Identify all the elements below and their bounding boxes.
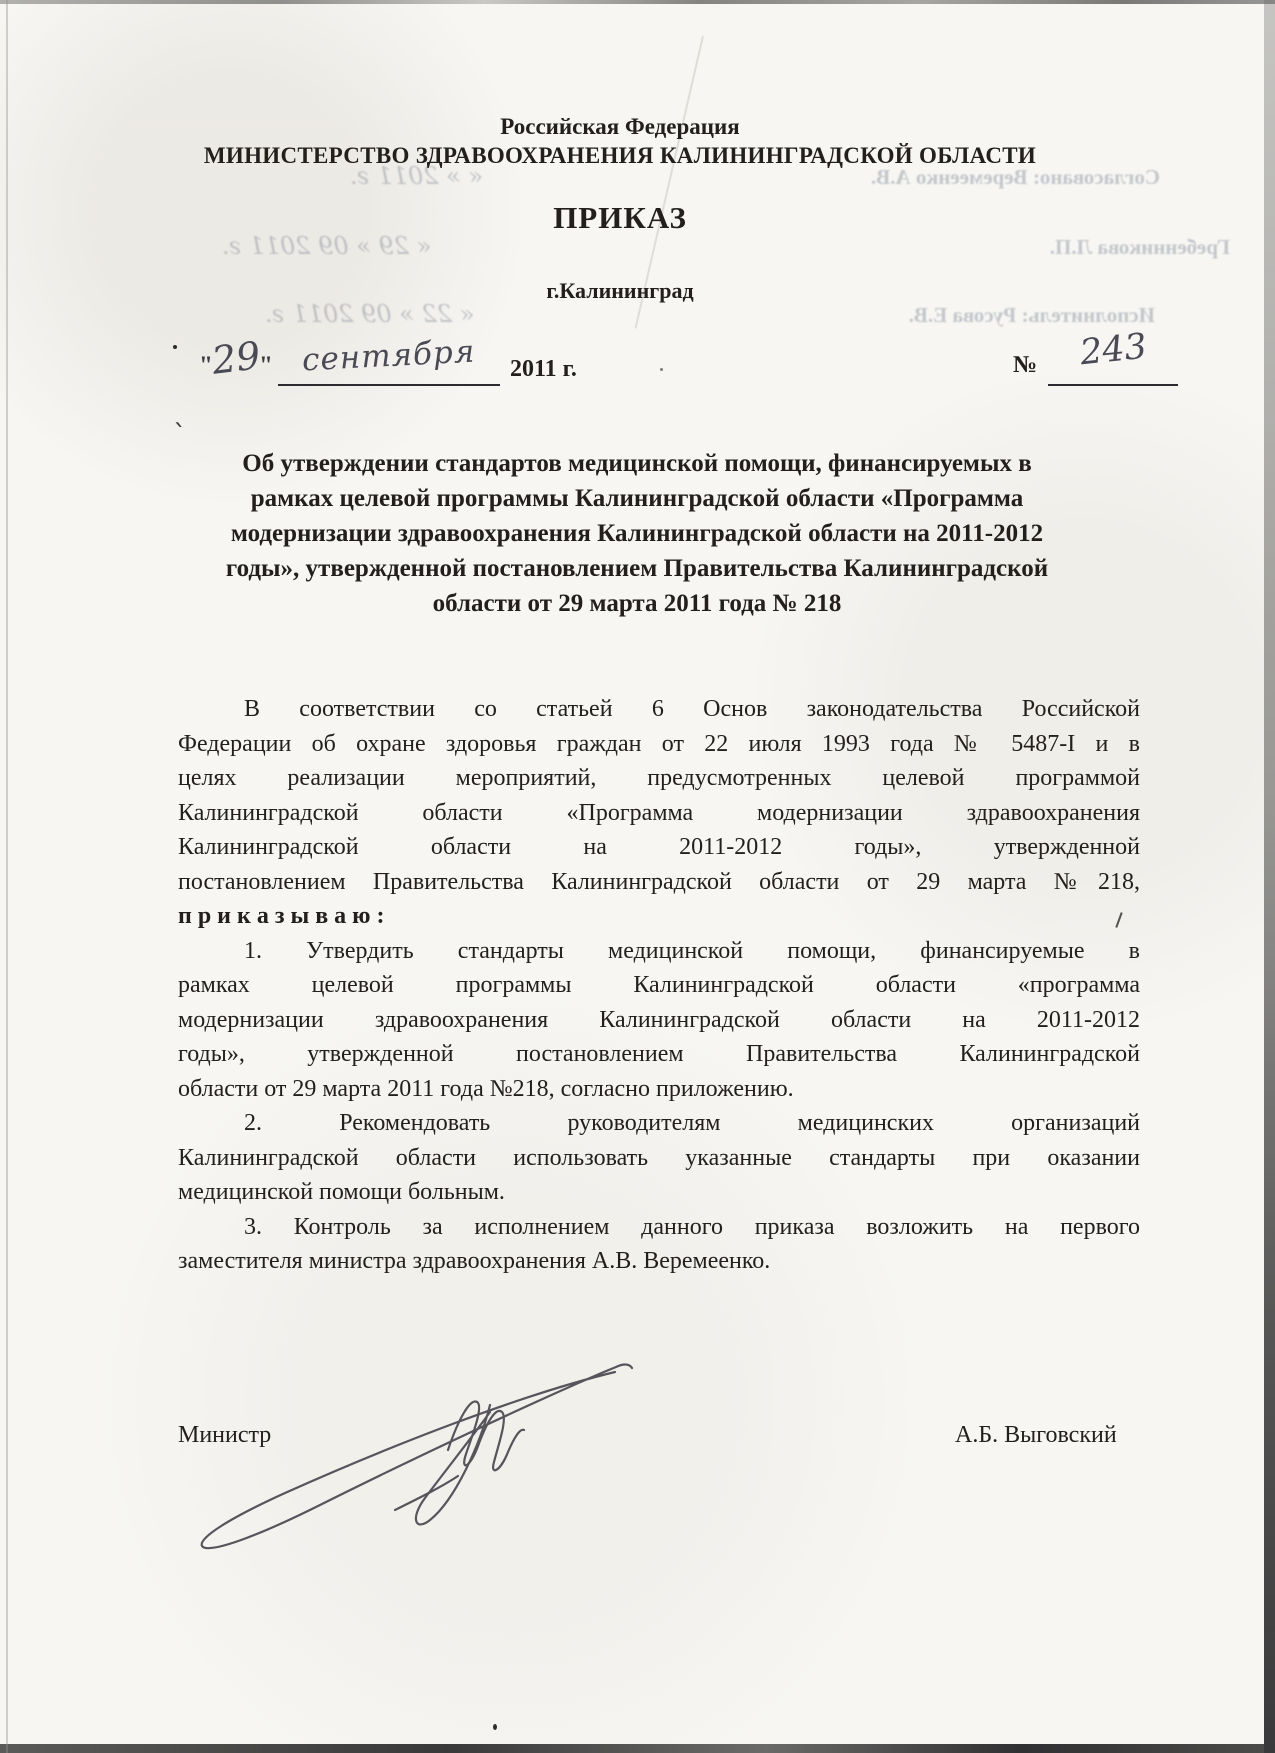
- body-line: 3. Контроль за исполнением данного приказа возложить на первого: [244, 1213, 1140, 1240]
- body-line: В соответствии со статьей 6 Основ законодательства Российской: [244, 696, 1140, 722]
- title-line: рамках целевой программы Калининградской области «Программа: [250, 485, 1024, 512]
- bleed-through-line-second: [222, 232, 1230, 260]
- body-line: заместителя министра здравоохранения А.В. Веремеенко.: [178, 1248, 771, 1274]
- order-number-underline: [1048, 326, 1178, 386]
- header-city: г.Калининград: [546, 278, 694, 303]
- date-close-quote: ": [259, 352, 273, 379]
- body-line: Калининградской области «Программа модернизации здравоохранения: [178, 799, 1140, 826]
- scan-edge-bottom: [0, 1744, 1275, 1753]
- decree-word-line: п р и к а з ы в а ю :: [178, 903, 385, 929]
- body-line: 1. Утвердить стандарты медицинской помощи, финансируемые в: [244, 937, 1140, 964]
- body-line: модернизации здравоохранения Калининградской области на 2011-2012: [178, 1006, 1140, 1033]
- date-open-quote: ": [199, 352, 213, 379]
- order-body: [178, 692, 1140, 1279]
- scan-speck: [173, 345, 177, 349]
- scan-edge-left: [6, 0, 8, 1753]
- order-title: [172, 446, 1102, 621]
- bleed-agreed-date: « » 2011 г.: [350, 162, 484, 190]
- date-month-handwritten: сентября: [301, 333, 477, 379]
- bleed-executor-name: Исполнитель: Русова Е.В.: [908, 303, 1155, 327]
- title-line: модернизации здравоохранения Калининградской области на 2011-2012: [230, 520, 1044, 547]
- signatory-name: А.Б. Выговский: [955, 1422, 1117, 1448]
- title-line: годы», утвержденной постановлением Правительства Калининградской: [225, 555, 1049, 582]
- bleed-agreed-name: Согласовано: Веремеенко А.В.: [870, 165, 1160, 189]
- body-line: медицинской помощи больным.: [178, 1179, 505, 1205]
- body-line: рамках целевой программы Калининградской области «программа: [178, 972, 1140, 998]
- date-month-underline: [278, 333, 500, 386]
- bleed-second-name: Гребенникова Л.П.: [1049, 235, 1230, 259]
- document-type-heading: ПРИКАЗ: [553, 200, 687, 235]
- header-ministry: МИНИСТЕРСТВО ЗДРАВООХРАНЕНИЯ КАЛИНИНГРАДСКОЙ ОБЛАСТИ: [203, 143, 1037, 168]
- scan-edge-right: [1264, 0, 1275, 1753]
- scan-speck: [660, 368, 663, 371]
- body-line: постановлением Правительства Калининградской области от 29 марта №218,: [178, 868, 1140, 895]
- date-year: 2011 г.: [510, 356, 577, 382]
- header-country: Российская Федерация: [500, 114, 740, 139]
- scan-edge-top: [0, 0, 1275, 4]
- body-line: Калининградской области на 2011-2012 годы», утвержденной: [178, 834, 1140, 860]
- bleed-through-line-executor: [265, 300, 1155, 328]
- scan-speck: [493, 1724, 497, 1730]
- bleed-executor-date: « 22 » 09 2011 г.: [265, 300, 475, 328]
- title-line: Об утверждении стандартов медицинской помощи, финансируемых в: [242, 450, 1032, 477]
- body-line: 2. Рекомендовать руководителям медицинских организаций: [244, 1110, 1140, 1136]
- body-line: области от 29 марта 2011 года №218, согласно приложению.: [178, 1075, 794, 1102]
- body-line: годы», утвержденной постановлением Правительства Калининградской: [178, 1041, 1140, 1067]
- order-number-handwritten: 243: [1077, 326, 1149, 374]
- number-sign: №: [1013, 352, 1038, 378]
- ink-speck-mark: `: [172, 420, 188, 450]
- date-day-handwritten: 29: [209, 333, 263, 383]
- body-line: целях реализации мероприятий, предусмотренных целевой программой: [178, 765, 1140, 791]
- body-line: Калининградской области использовать указанные стандарты при оказании: [178, 1144, 1140, 1171]
- minister-signature-icon: [190, 1350, 650, 1560]
- bleed-second-date: « 29 » 09 2011 г.: [222, 232, 432, 260]
- body-line: Федерации об охране здоровья граждан от 22 июля 1993 года № 5487-I и в: [178, 730, 1140, 757]
- title-line: области от 29 марта 2011 года № 218: [432, 590, 842, 617]
- signatory-position: Министр: [178, 1422, 272, 1448]
